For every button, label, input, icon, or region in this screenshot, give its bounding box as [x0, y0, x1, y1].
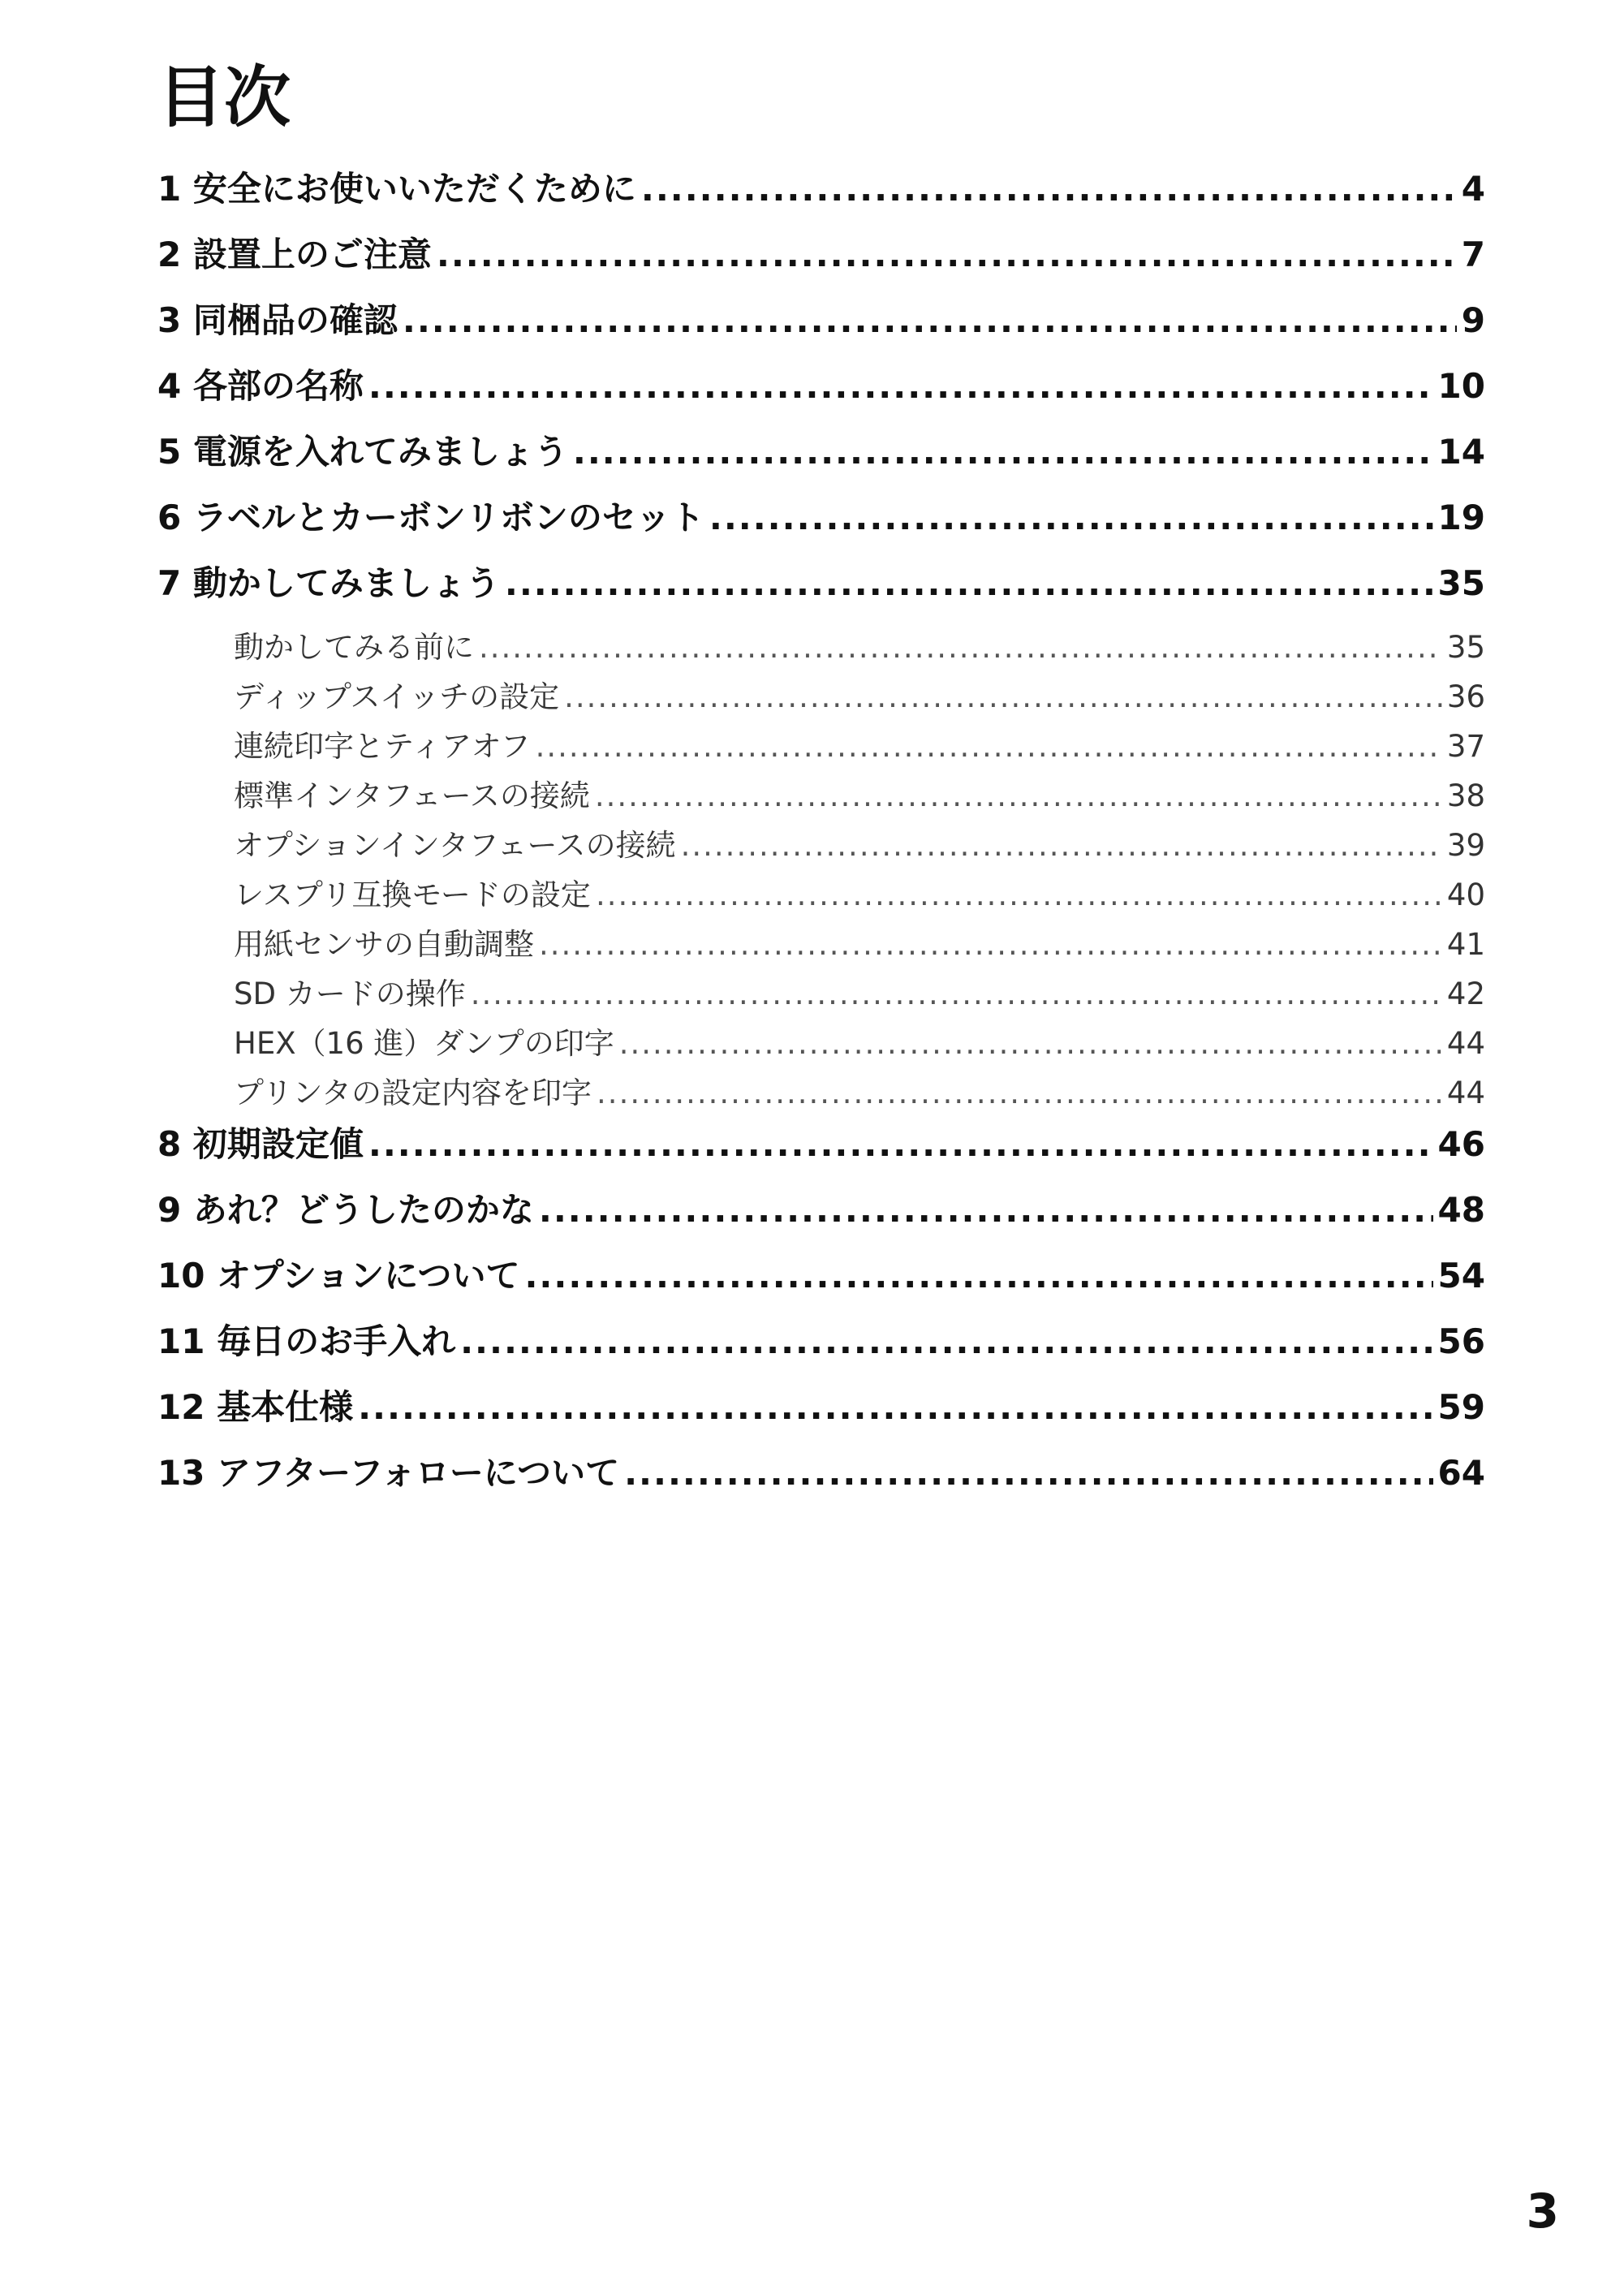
toc-subentry-text: 動かしてみる前に [234, 630, 474, 665]
toc-entry-text: 12 基本仕様 [157, 1387, 354, 1427]
dot-leader [539, 1190, 1433, 1230]
toc-entry-text: 8 初期設定値 [157, 1124, 364, 1164]
toc-page-number: 7 [1461, 235, 1485, 274]
toc-subentry-text: SD カードの操作 [234, 976, 466, 1011]
toc-subentry[interactable] [157, 1019, 1485, 1068]
toc-page-number: 42 [1446, 976, 1485, 1011]
dot-leader [619, 1026, 1442, 1061]
toc-entry-text: 13 アフターフォローについて [157, 1453, 620, 1493]
toc-entry-text: 5 電源を入れてみましょう [157, 432, 568, 472]
toc-entry[interactable] [157, 491, 1485, 557]
toc-entry-text: 7 動かしてみましょう [157, 563, 500, 603]
toc-subentry[interactable] [157, 771, 1485, 821]
toc-subentry[interactable] [157, 920, 1485, 969]
dot-leader [505, 563, 1433, 603]
toc-page-number: 36 [1446, 679, 1485, 714]
toc-subentry[interactable] [157, 870, 1485, 920]
dot-leader [681, 828, 1442, 863]
toc-page-number: 9 [1461, 300, 1485, 340]
toc-subentry-text: プリンタの設定内容を印字 [234, 1076, 592, 1110]
toc-entry[interactable] [157, 1183, 1485, 1249]
toc-title: 目次 [157, 59, 291, 136]
toc-subentry-text: オプションインタフェースの接続 [234, 828, 676, 863]
toc-entry[interactable] [157, 228, 1485, 294]
toc-page-number: 64 [1437, 1453, 1485, 1493]
toc-page-number: 59 [1437, 1387, 1485, 1427]
dot-leader [479, 630, 1442, 665]
toc-entry[interactable] [157, 1381, 1485, 1446]
page-number: 3 [1526, 2183, 1559, 2239]
dot-leader [358, 1387, 1432, 1427]
toc-subentry-text: レスプリ互換モードの設定 [234, 877, 591, 912]
toc-subentry-text: 用紙センサの自動調整 [234, 927, 534, 962]
dot-leader [403, 300, 1457, 340]
dot-leader [596, 877, 1442, 912]
toc-entry[interactable] [157, 294, 1485, 360]
toc-subentry-text: ディップスイッチの設定 [234, 679, 560, 714]
toc-subentry[interactable] [157, 623, 1485, 672]
dot-leader [524, 1256, 1432, 1295]
toc-subentry[interactable] [157, 672, 1485, 722]
toc-entry-text: 6 ラベルとカーボンリボンのセット [157, 498, 704, 537]
dot-leader [624, 1453, 1432, 1493]
toc-subentry[interactable] [157, 821, 1485, 870]
toc-page-number: 39 [1446, 828, 1485, 863]
toc-subentry[interactable] [157, 969, 1485, 1019]
toc-page-number: 56 [1437, 1321, 1485, 1361]
dot-leader [573, 432, 1433, 472]
toc-entry-text: 10 オプションについて [157, 1256, 520, 1295]
toc-entry-text: 1 安全にお使いいただくために [157, 169, 636, 209]
toc-subentry[interactable] [157, 722, 1485, 771]
dot-leader [564, 679, 1442, 714]
toc-entry[interactable] [157, 1249, 1485, 1315]
toc-entry-text: 9 あれ？どうしたのかな [157, 1190, 534, 1230]
toc-list [157, 162, 1485, 1512]
toc-page-number: 14 [1437, 432, 1485, 472]
toc-entry[interactable] [157, 557, 1485, 623]
toc-page-number: 19 [1437, 498, 1485, 537]
toc-subentry-text: HEX（16 進）ダンプの印字 [234, 1026, 614, 1061]
toc-page-number: 35 [1437, 563, 1485, 603]
toc-page-number: 4 [1461, 169, 1485, 209]
toc-entry[interactable] [157, 1118, 1485, 1183]
dot-leader [368, 366, 1433, 406]
toc-subentry[interactable] [157, 1068, 1485, 1118]
dot-leader [460, 1321, 1432, 1361]
toc-page-number: 41 [1446, 927, 1485, 962]
dot-leader [709, 498, 1433, 537]
toc-page-number: 35 [1446, 630, 1485, 665]
toc-page-number: 46 [1437, 1124, 1485, 1164]
dot-leader [597, 1076, 1442, 1110]
toc-entry[interactable] [157, 1446, 1485, 1512]
toc-page-number: 44 [1446, 1026, 1485, 1061]
toc-page-number: 44 [1446, 1076, 1485, 1110]
dot-leader [437, 235, 1457, 274]
toc-entry[interactable] [157, 1315, 1485, 1381]
dot-leader [471, 976, 1442, 1011]
dot-leader [595, 778, 1442, 813]
toc-entry[interactable] [157, 425, 1485, 491]
toc-entry-text: 11 毎日のお手入れ [157, 1321, 456, 1361]
toc-page-number: 37 [1446, 729, 1485, 764]
toc-entry-text: 4 各部の名称 [157, 366, 364, 406]
toc-page-number: 38 [1446, 778, 1485, 813]
toc-entry[interactable] [157, 360, 1485, 425]
toc-subentry-text: 標準インタフェースの接続 [234, 778, 590, 813]
toc-entry-text: 2 設置上のご注意 [157, 235, 432, 274]
toc-entry[interactable] [157, 162, 1485, 228]
toc-page-number: 48 [1437, 1190, 1485, 1230]
toc-page-number: 40 [1446, 877, 1485, 912]
dot-leader [368, 1124, 1433, 1164]
toc-entry-text: 3 同梱品の確認 [157, 300, 398, 340]
toc-page-number: 10 [1437, 366, 1485, 406]
dot-leader [536, 729, 1442, 764]
dot-leader [539, 927, 1442, 962]
toc-subentry-text: 連続印字とティアオフ [234, 729, 531, 764]
toc-page-number: 54 [1437, 1256, 1485, 1295]
dot-leader [641, 169, 1457, 209]
